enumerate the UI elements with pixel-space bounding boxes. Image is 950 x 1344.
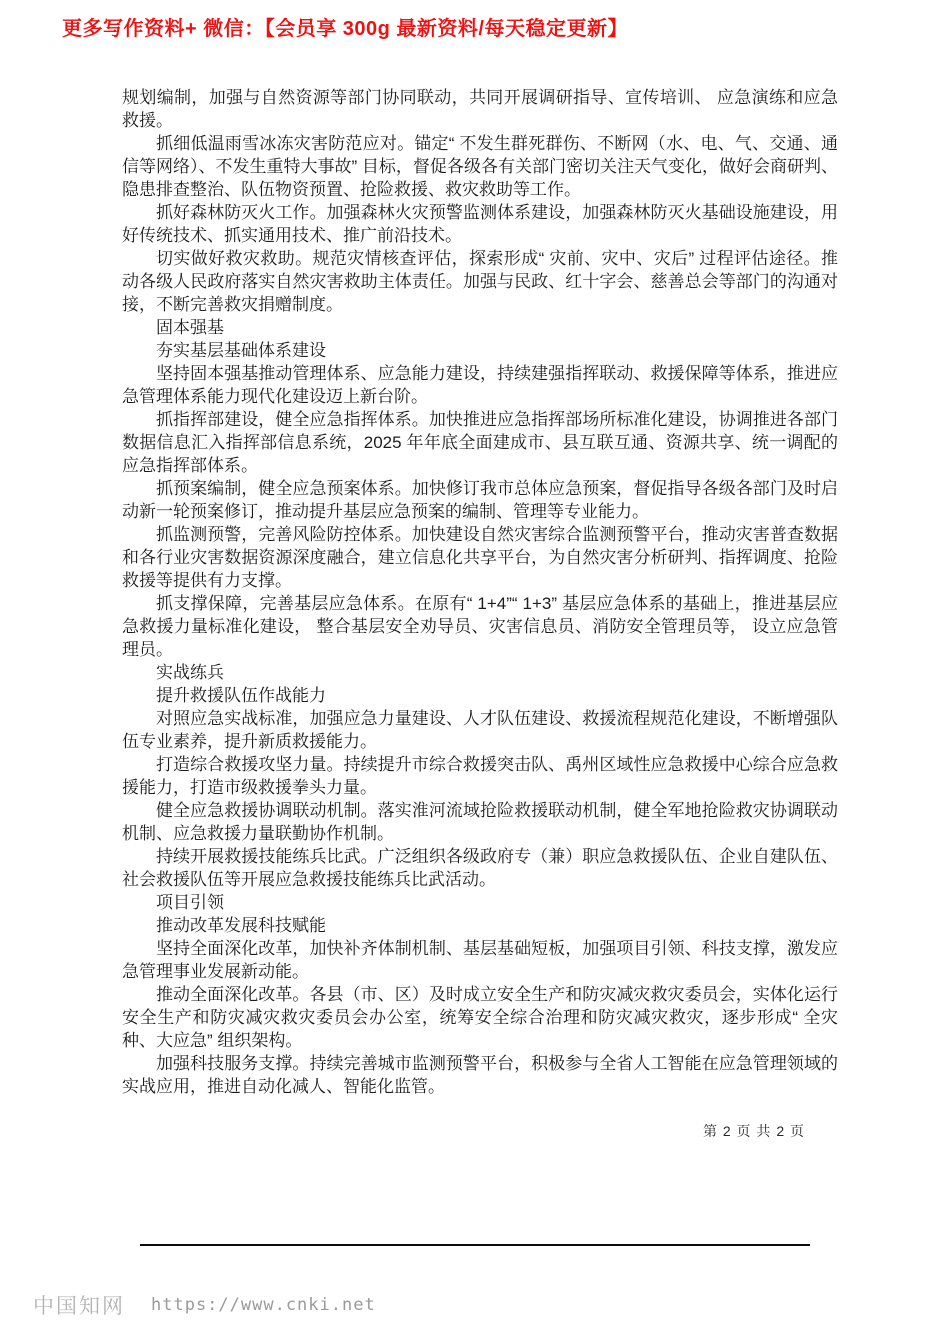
paragraph: 实战练兵 xyxy=(156,663,224,682)
paragraph: 夯实基层基础体系建设 xyxy=(156,341,326,360)
paragraph: 提升救援队伍作战能力 xyxy=(156,686,326,705)
paragraph: 抓细低温雨雪冰冻灾害防范应对。锚定“ 不发生群死群伤、不断网（水、电、气、交通、通信等网络）、不发生重特大事故” 目标，督促各级各有关部门密切关注天气变化，做好会商研判、隐患排查整治、队伍物资预置、抢险救援、救灾救助等工作。 xyxy=(122,134,838,199)
document-body xyxy=(122,86,838,1098)
paragraph: 抓好森林防灭火工作。加强森林火灾预警监测体系建设，加强森林防灭火基础设施建设，用好传统技术、抓实通用技术、推广前沿技术。 xyxy=(122,203,838,245)
page-number: 第 2 页 共 2 页 xyxy=(702,1123,805,1139)
cnki-url: https://www.cnki.net xyxy=(151,1295,376,1315)
paragraph: 健全应急救援协调联动机制。落实淮河流域抢险救援联动机制，健全军地抢险救灾协调联动机制、应急救援力量联勤协作机制。 xyxy=(122,801,838,843)
footer-divider-line xyxy=(140,1244,810,1246)
paragraph: 抓支撑保障，完善基层应急体系。在原有“ 1+4”“ 1+3” 基层应急体系的基础上，推进基层应急救援力量标准化建设， 整合基层安全劝导员、灾害信息员、消防安全管理员等， 设立应急管理员。 xyxy=(122,594,838,659)
paragraph: 持续开展救援技能练兵比武。广泛组织各级政府专（兼）职应急救援队伍、企业自建队伍、社会救援队伍等开展应急救援技能练兵比武活动。 xyxy=(122,847,838,889)
paragraph: 坚持固本强基推动管理体系、应急能力建设，持续建强指挥联动、救援保障等体系，推进应急管理体系能力现代化建设迈上新台阶。 xyxy=(122,364,838,406)
cnki-watermark xyxy=(33,1290,376,1320)
paragraph: 抓指挥部建设，健全应急指挥体系。加快推进应急指挥部场所标准化建设，协调推进各部门数据信息汇入指挥部信息系统，2025 年年底全面建成市、县互联互通、资源共享、统一调配的应急指挥部体系。 xyxy=(122,410,838,475)
cnki-brand-logo: 中国知网 xyxy=(33,1294,125,1318)
paragraph: 打造综合救援攻坚力量。持续提升市综合救援突击队、禹州区域性应急救援中心综合应急救援能力，打造市级救援拳头力量。 xyxy=(122,755,838,797)
paragraph: 切实做好救灾救助。规范灾情核查评估，探索形成“ 灾前、灾中、灾后” 过程评估途径。推动各级人民政府落实自然灾害救助主体责任。加强与民政、红十字会、慈善总会等部门的沟通对接，不断完善救灾捐赠制度。 xyxy=(122,249,838,314)
paragraph: 加强科技服务支撑。持续完善城市监测预警平台，积极参与全省人工智能在应急管理领域的实战应用，推进自动化减人、智能化监管。 xyxy=(122,1054,838,1096)
paragraph: 抓监测预警，完善风险防控体系。加快建设自然灾害综合监测预警平台，推动灾害普查数据和各行业灾害数据资源深度融合，建立信息化共享平台，为自然灾害分析研判、指挥调度、抢险救援等提供有力支撑。 xyxy=(122,525,838,590)
paragraph: 固本强基 xyxy=(156,318,224,337)
paragraph: 规划编制，加强与自然资源等部门协同联动，共同开展调研指导、宣传培训、 应急演练和应急救援。 xyxy=(122,88,838,130)
promo-header-text: 更多写作资料+ 微信：【会员享 300g 最新资料/每天稳定更新】 xyxy=(62,18,628,40)
paragraph: 对照应急实战标准，加强应急力量建设、人才队伍建设、救援流程规范化建设，不断增强队伍专业素养，提升新质救援能力。 xyxy=(122,709,838,751)
paragraph: 坚持全面深化改革，加快补齐体制机制、基层基础短板，加强项目引领、科技支撑，激发应急管理事业发展新动能。 xyxy=(122,939,838,981)
paragraph: 推动改革发展科技赋能 xyxy=(156,916,326,935)
paragraph: 推动全面深化改革。各县（市、区）及时成立安全生产和防灾减灾救灾委员会，实体化运行安全生产和防灾减灾救灾委员会办公室，统筹安全综合治理和防灾减灾救灾，逐步形成“ 全灾种、大应急” 组织架构。 xyxy=(122,985,838,1050)
paragraph: 项目引领 xyxy=(156,893,224,912)
paragraph: 抓预案编制，健全应急预案体系。加快修订我市总体应急预案，督促指导各级各部门及时启动新一轮预案修订，推动提升基层应急预案的编制、管理等专业能力。 xyxy=(122,479,838,521)
